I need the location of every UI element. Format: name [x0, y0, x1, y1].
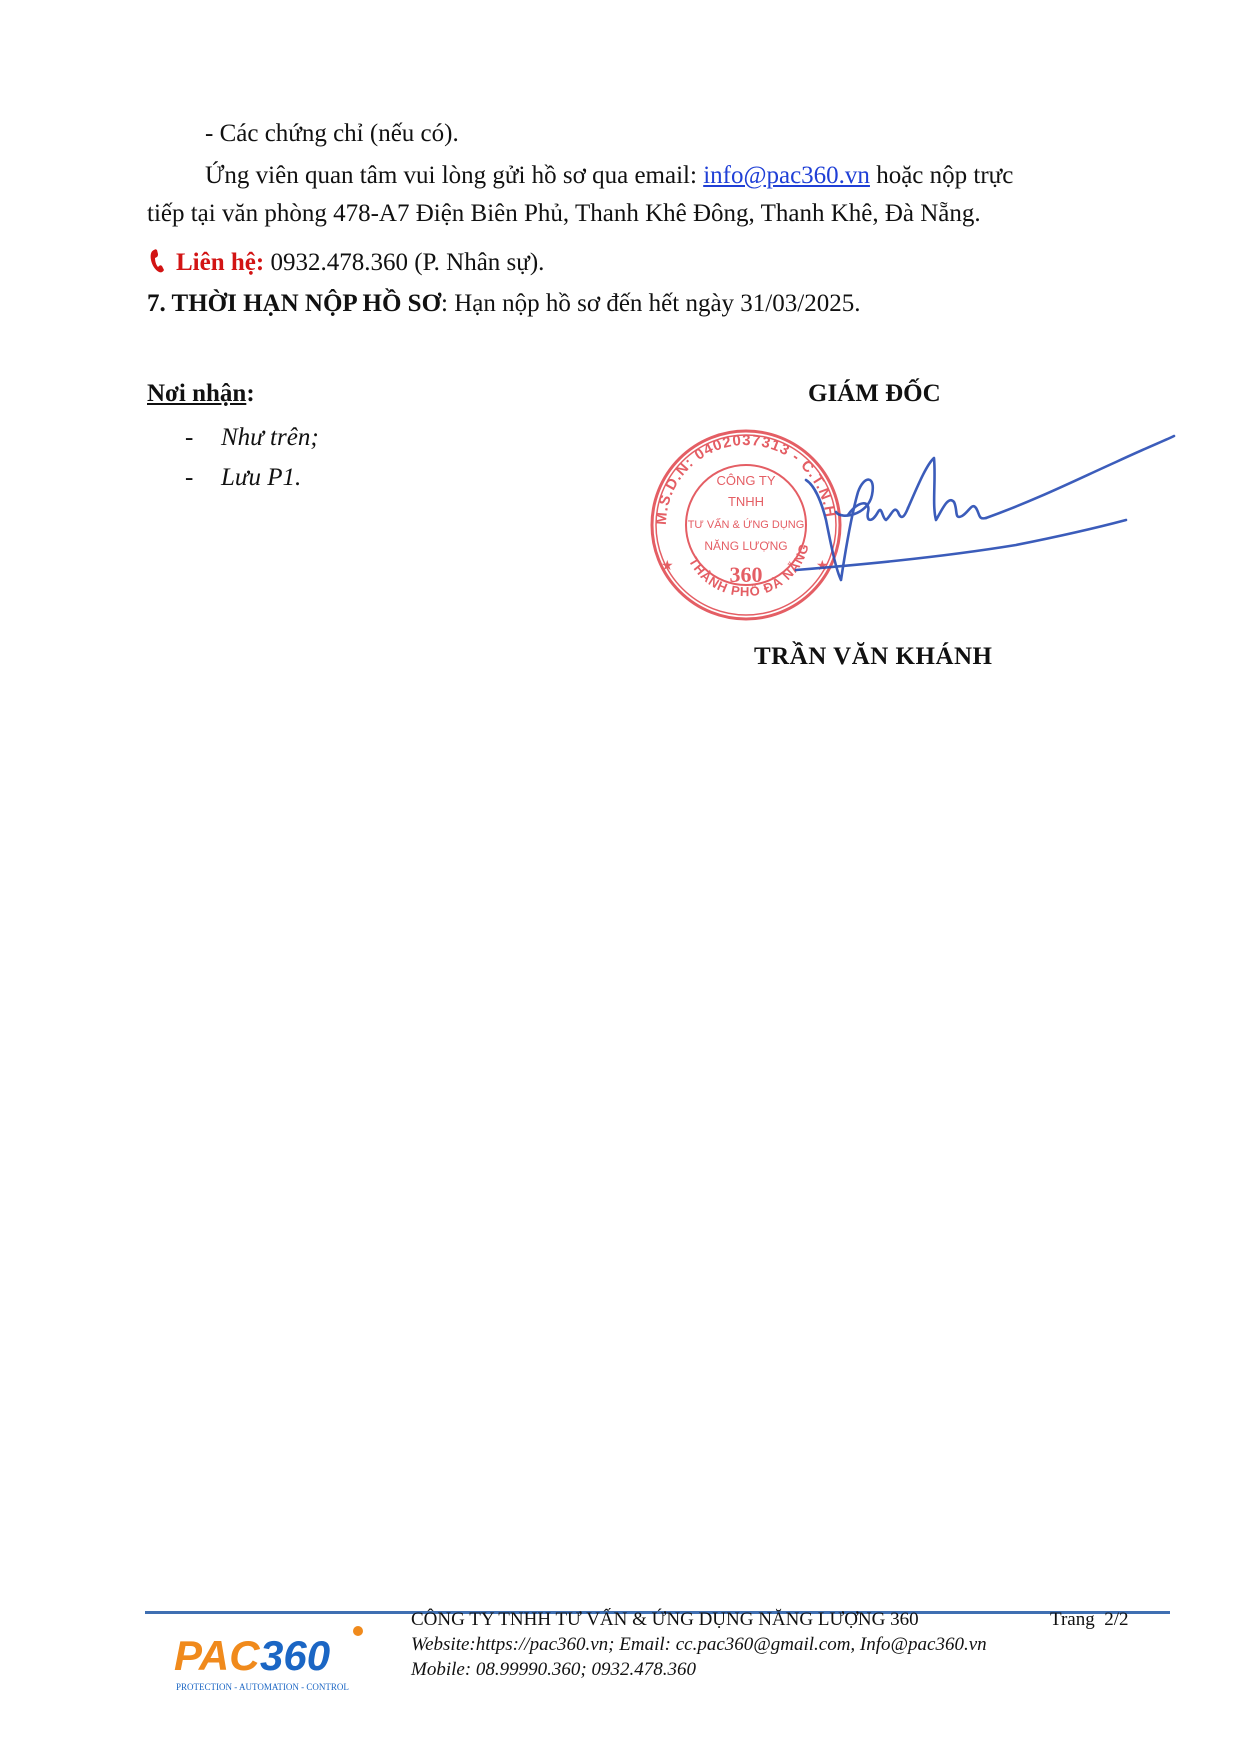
recipient-dash: - — [185, 464, 194, 491]
recipient-dash: - — [185, 424, 194, 451]
director-title: GIÁM ĐỐC — [808, 380, 941, 407]
recipients-heading-colon: : — [246, 380, 255, 407]
certificates-line: - Các chứng chỉ (nếu có). — [205, 120, 459, 147]
footer-mobile: Mobile: 08.99990.360; 0932.478.360 — [411, 1659, 696, 1680]
recipients-heading-text: Nơi nhận — [147, 380, 247, 407]
recipient-text: Lưu P1. — [221, 464, 302, 491]
contact-label: Liên hệ: — [176, 249, 265, 276]
page-label: Trang — [1050, 1609, 1095, 1630]
email-link[interactable]: info@pac360.vn — [703, 162, 870, 189]
deadline-value: : Hạn nộp hồ sơ đến hết ngày 31/03/2025. — [441, 290, 861, 317]
deadline-line — [147, 288, 860, 320]
stamp-line: TNHH — [727, 494, 765, 509]
logo-dot-icon — [353, 1626, 363, 1636]
logo-text: PAC — [174, 1632, 260, 1679]
stamp-star-icon: ★ — [661, 559, 674, 574]
recipient-item — [185, 422, 319, 454]
stamp-line: CÔNG TY — [716, 473, 776, 488]
stamp-line: TƯ VẤN & ỨNG DỤNG — [687, 519, 805, 531]
page-value: 2/2 — [1104, 1609, 1129, 1630]
application-instructions-line — [205, 160, 1013, 192]
stamp-star-icon: ★ — [816, 559, 829, 574]
footer-page-number — [1050, 1608, 1128, 1632]
footer-website-email: Website:https://pac360.vn; Email: cc.pac360@gmail.com, Info@pac360.vn — [411, 1634, 987, 1655]
contact-line — [150, 247, 544, 282]
signature-scribble — [796, 436, 1174, 580]
phone-icon — [150, 249, 168, 282]
director-name: TRẦN VĂN KHÁNH — [754, 643, 993, 670]
recipient-text: Như trên; — [221, 424, 319, 451]
stamp-ring-text: M.S.D.N: 0402037313 - C.T.N.H — [652, 431, 839, 526]
office-address-line: tiếp tại văn phòng 478-A7 Điện Biên Phủ, Thanh Khê Đông, Thanh Khê, Đà Nẵng. — [147, 200, 981, 227]
logo-tagline: PROTECTION - AUTOMATION - CONTROL — [176, 1682, 349, 1692]
instructions-text: Ứng viên quan tâm vui lòng gửi hồ sơ qua email: — [205, 162, 704, 189]
stamp-and-signature — [636, 420, 1176, 645]
company-stamp — [636, 420, 1176, 645]
stamp-bottom-text: THÀNH PHỐ ĐÀ NẴNG — [685, 541, 812, 600]
deadline-heading: 7. THỜI HẠN NỘP HỒ SƠ — [147, 290, 442, 317]
contact-value: 0932.478.360 (P. Nhân sự). — [264, 249, 545, 276]
footer-company-name: CÔNG TY TNHH TƯ VẤN & ỨNG DỤNG NĂNG LƯỢNG 360 — [411, 1609, 919, 1630]
recipient-item — [185, 462, 301, 494]
instructions-suffix: hoặc nộp trực — [869, 162, 1014, 189]
logo-number: 360 — [260, 1632, 331, 1679]
company-logo — [168, 1622, 368, 1698]
recipients-heading — [147, 380, 255, 408]
stamp-line: 360 — [729, 562, 763, 587]
stamp-line: NĂNG LƯỢNG — [704, 539, 788, 553]
